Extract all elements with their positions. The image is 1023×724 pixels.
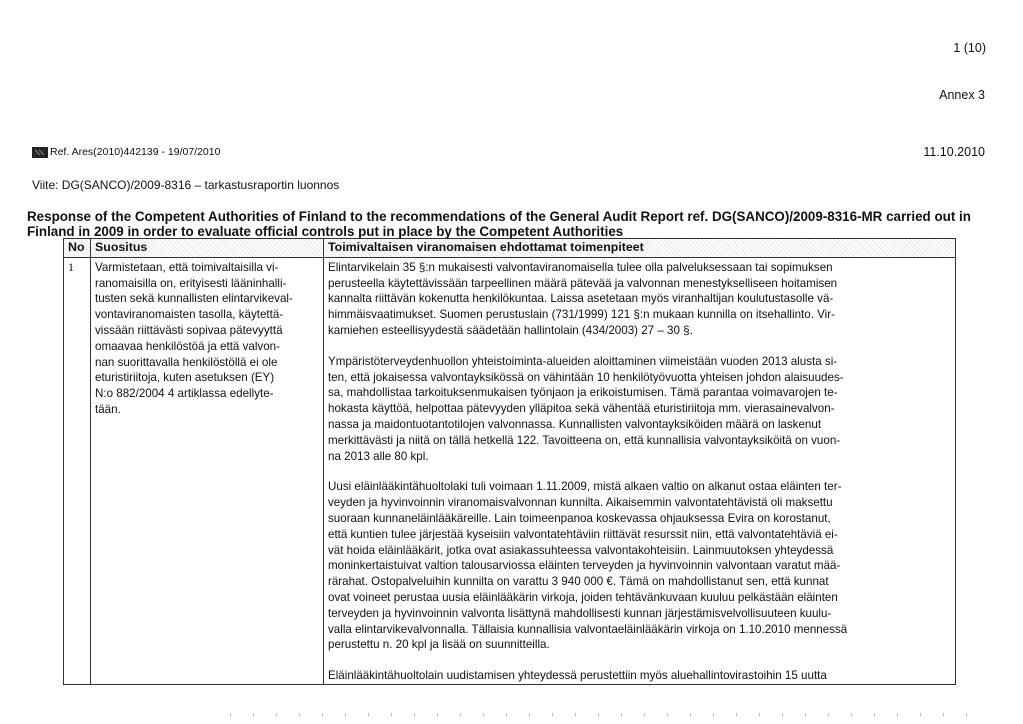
measures-cell bbox=[324, 257, 956, 684]
recommendation-line: omaavaa henkilöstöä ja että valvon- bbox=[95, 339, 280, 353]
measures-line: kannalta riittävän kokenutta henkilökuntaa. Laissa asetetaan myös viranhaltijan koulutustasolle vä- bbox=[328, 292, 834, 306]
measures-line: hokasta käyttöä, helpottaa pätevyyden ylläpitoa sekä vähentää eturistiriitoja mm. vierasainevalvon- bbox=[328, 402, 835, 416]
measures-line: vät hoida eläinlääkärit, jotka ovat asiakassuhteessa valvontakohteisiin. Lainmuutoksen yhteydessä bbox=[328, 543, 834, 557]
header-no: No bbox=[64, 239, 91, 258]
reference-stamp bbox=[32, 146, 220, 158]
measures-line: veyden ja hyvinvoinnin viranomaisvalvonnan kunnilta. Aikaisemmin valvontatehtävistä oli maksettu bbox=[328, 496, 833, 510]
recommendation-line: tusten sekä kunnallisten elintarvikeval- bbox=[95, 292, 293, 306]
header-toimenpiteet: Toimivaltaisen viranomaisen ehdottamat toimenpiteet bbox=[324, 239, 956, 258]
measures-line: nassa ja maidontuotantotilojen valvonnassa. Kunnallisten valvontayksiköiden määrä on laskenut bbox=[328, 417, 822, 431]
measures-line: Eläinlääkintähuoltolain uudistamisen yhteydessä perustettiin myös aluehallintovirastoihin 15 uutta bbox=[328, 669, 827, 683]
recommendation-line: ranomaisilla on, erityisesti lääninhalli- bbox=[95, 276, 287, 290]
measures-line: että kuntien tulee järjestää kyseisiin valvontatehtäviin riittävät resurssit niin, että valvontatehtäviä ei- bbox=[328, 527, 838, 541]
scan-artifact-divider bbox=[230, 713, 970, 716]
measures-paragraph bbox=[328, 354, 951, 465]
recommendation-line: N:o 882/2004 4 artiklassa edellyte- bbox=[95, 387, 274, 401]
document-heading: Response of the Competent Authorities of Finland to the recommendations of the General Audit Report ref. DG(SANCO)/2009-8316-MR carried out in Finland in 2009 in order to evaluate official controls put in place by the Competent Authorities bbox=[27, 209, 971, 239]
measures-paragraph bbox=[328, 260, 951, 339]
table-row bbox=[64, 257, 956, 684]
recommendation-line: tään. bbox=[95, 402, 121, 416]
recommendation-line: eturistiriitoja, kuten asetuksen (EY) bbox=[95, 371, 275, 385]
recommendation-line: vissään riittävästi sopivaa pätevyyttä bbox=[95, 323, 283, 337]
measures-line: Elintarvikelain 35 §:n mukaisesti valvontaviranomaisella tulee olla palveluksessaan tai sopimuksen bbox=[328, 260, 833, 274]
row-number: 1 bbox=[64, 257, 91, 684]
reference-text: Ref. Ares(2010)442139 - 19/07/2010 bbox=[50, 146, 221, 158]
measures-line: moninkertaistuivat valtion talousarviossa eläinten terveyden ja hyvinvoinnin valvontaan varatut mää- bbox=[328, 559, 841, 573]
measures-line: Ympäristöterveydenhuollon yhteistoiminta-alueiden aloittaminen viimeistään vuoden 2013 alusta si- bbox=[328, 354, 838, 368]
measures-line: rärahat. Ostopalveluihin kunnilta on varattu 3 940 000 €. Tämä on mahdollistanut sen, että kunnat bbox=[328, 575, 829, 589]
measures-line: perustettu n. 20 kpl ja lisää on suunnitteilla. bbox=[328, 638, 550, 652]
page-number: 1 (10) bbox=[953, 41, 986, 55]
measures-line: Uusi eläinlääkintähuoltolaki tuli voimaan 1.11.2009, mistä alkaen valtio on alkanut ostaa eläinten ter- bbox=[328, 480, 842, 494]
measures-line: valla elintarvikevalvonnalla. Tällaisia kunnallisia valvontaeläinlääkärin virkoja on 1.10.2010 mennessä bbox=[328, 622, 848, 636]
measures-line: na 2013 alle 80 kpl. bbox=[328, 449, 429, 463]
document-date: 11.10.2010 bbox=[923, 145, 985, 159]
table-header-row bbox=[64, 239, 956, 258]
recommendation-line: nan suorittavalla henkilöstöllä ei ole bbox=[95, 355, 278, 369]
measures-line: ten, että jokaisessa valvontayksikössä on vähintään 10 henkilötyövuotta yhteisen johdon alaisuudes- bbox=[328, 370, 844, 384]
recommendation-cell bbox=[91, 257, 324, 684]
measures-line: kamiehen esteellisyydestä säädetään hallintolain (434/2003) 27 – 30 §. bbox=[328, 323, 693, 337]
header-suositus: Suositus bbox=[91, 239, 324, 258]
response-table bbox=[63, 238, 956, 685]
ares-logo-icon bbox=[32, 147, 48, 158]
measures-line: merkittävästi ja niitä on tällä hetkellä 122. Tavoitteena on, että kunnallisia valvontayksiköitä on vuon- bbox=[328, 433, 841, 447]
measures-paragraph bbox=[328, 668, 951, 684]
measures-line: ovat voineet perustaa uusia eläinlääkärin virkoja, joiden tehtävänkuvaan kuuluu pelkästään eläinten bbox=[328, 590, 838, 604]
measures-line: perusteella käytettävissään tarpeellinen määrä pätevää ja valvonnan menestykselliseen hoitamisen bbox=[328, 276, 838, 290]
recommendation-line: Varmistetaan, että toimivaltaisilla vi- bbox=[95, 260, 279, 274]
measures-line: himmäisvaatimukset. Suomen perustuslain (731/1999) 121 §:n mukaan kunnilla on itsehallinto. Vir- bbox=[328, 308, 835, 322]
recommendation-line: vontaviranomaisten tasolla, käytettä- bbox=[95, 308, 284, 322]
annex-label: Annex 3 bbox=[939, 88, 985, 102]
measures-line: terveyden ja hyvinvoinnin valvonta lisättynä mahdollisesti kunnan järjestämisvelvollisuuteen kuulu- bbox=[328, 606, 832, 620]
measures-line: sa, mahdollistaa tarkoituksenmukaisen työnjaon ja erikoistumisen. Tämä parantaa voimavarojen te- bbox=[328, 386, 838, 400]
measures-paragraph bbox=[328, 479, 951, 653]
viite-line: Viite: DG(SANCO)/2009-8316 – tarkastusraportin luonnos bbox=[32, 178, 340, 192]
measures-line: suoraan kunnaneläinlääkäreille. Lain toimeenpanoa koskevassa ohjauksessa Evira on korostanut, bbox=[328, 511, 831, 525]
